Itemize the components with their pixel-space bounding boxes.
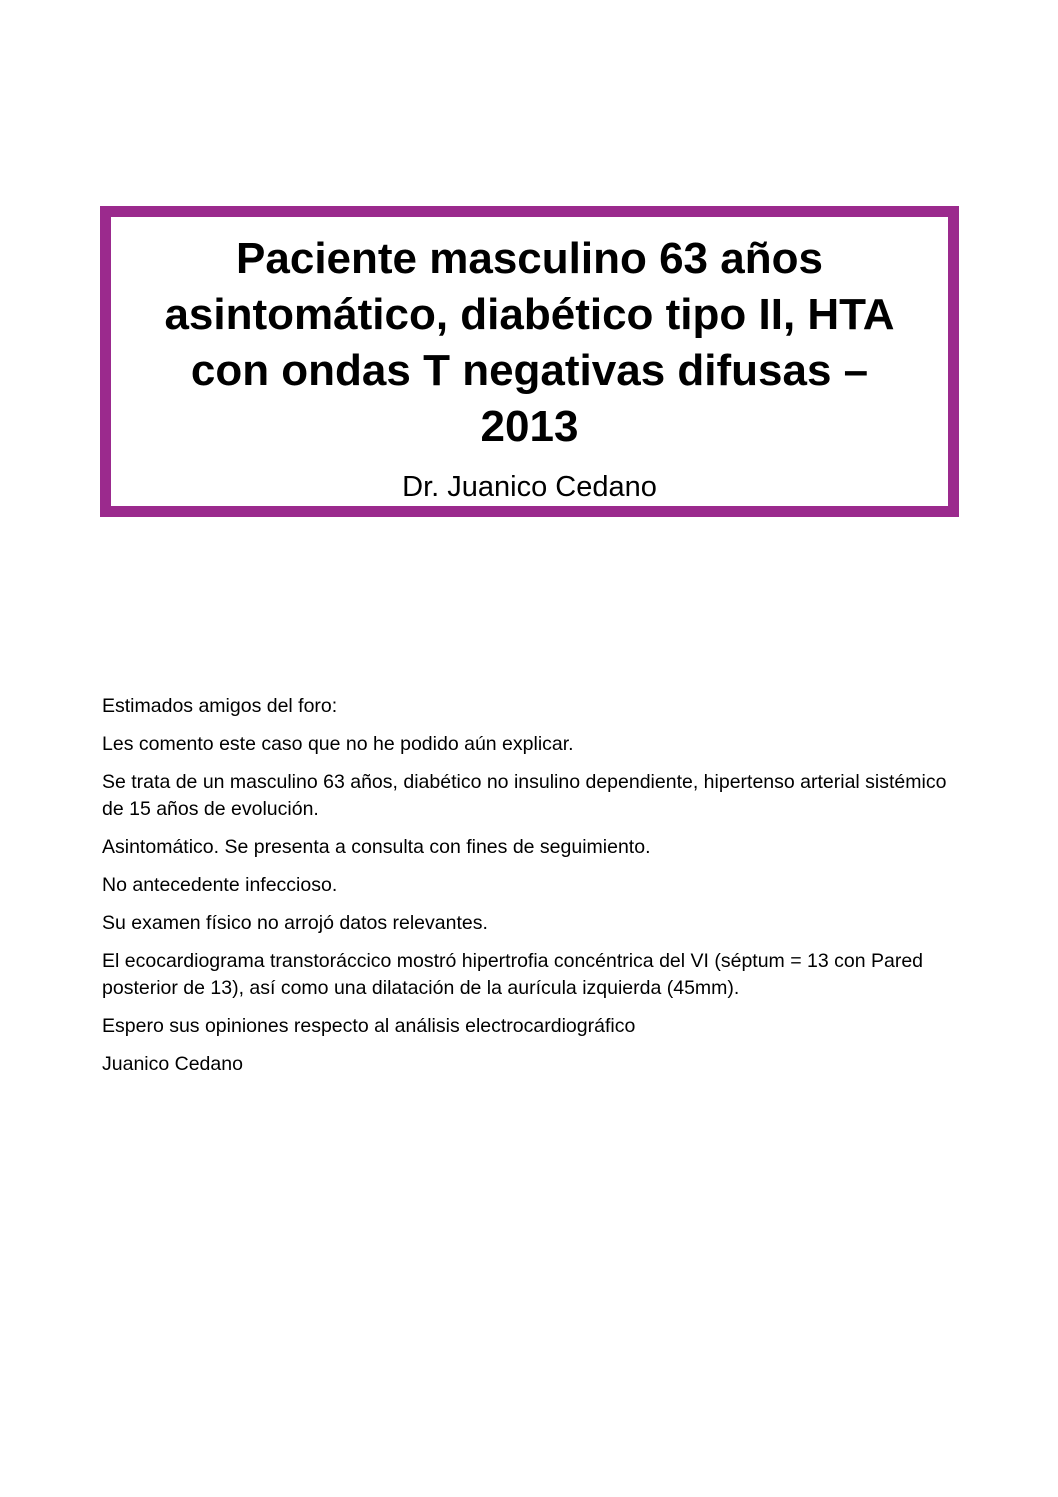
paragraph: Espero sus opiniones respecto al análisis electrocardiográfico <box>102 1015 636 1037</box>
title-box <box>100 206 959 517</box>
body-text <box>102 693 962 1089</box>
title-line: 2013 <box>480 402 579 451</box>
signature: Juanico Cedano <box>102 1053 243 1075</box>
author: Dr. Juanico Cedano <box>402 471 657 503</box>
paragraph: Su examen físico no arrojó datos relevantes. <box>102 912 488 934</box>
paragraph: El ecocardiograma transtoráccico mostró hipertrofia concéntrica del VI (séptum = 13 con Pared posterior de 13), así como una dilatación de la aurícula izquierda (45mm). <box>102 950 924 999</box>
title-line: con ondas T negativas difusas – <box>190 346 869 395</box>
title-line: Paciente masculino 63 años <box>236 234 823 283</box>
paragraph: Asintomático. Se presenta a consulta con fines de seguimiento. <box>102 836 651 858</box>
paragraph: Les comento este caso que no he podido aún explicar. <box>102 733 574 755</box>
paragraph: No antecedente infeccioso. <box>102 874 338 896</box>
document-title <box>111 231 948 455</box>
paragraph: Se trata de un masculino 63 años, diabético no insulino dependiente, hipertenso arterial sistémico de 15 años de evolución. <box>102 771 947 820</box>
title-line: asintomático, diabético tipo II, HTA <box>164 290 895 339</box>
greeting-paragraph: Estimados amigos del foro: <box>102 695 338 717</box>
